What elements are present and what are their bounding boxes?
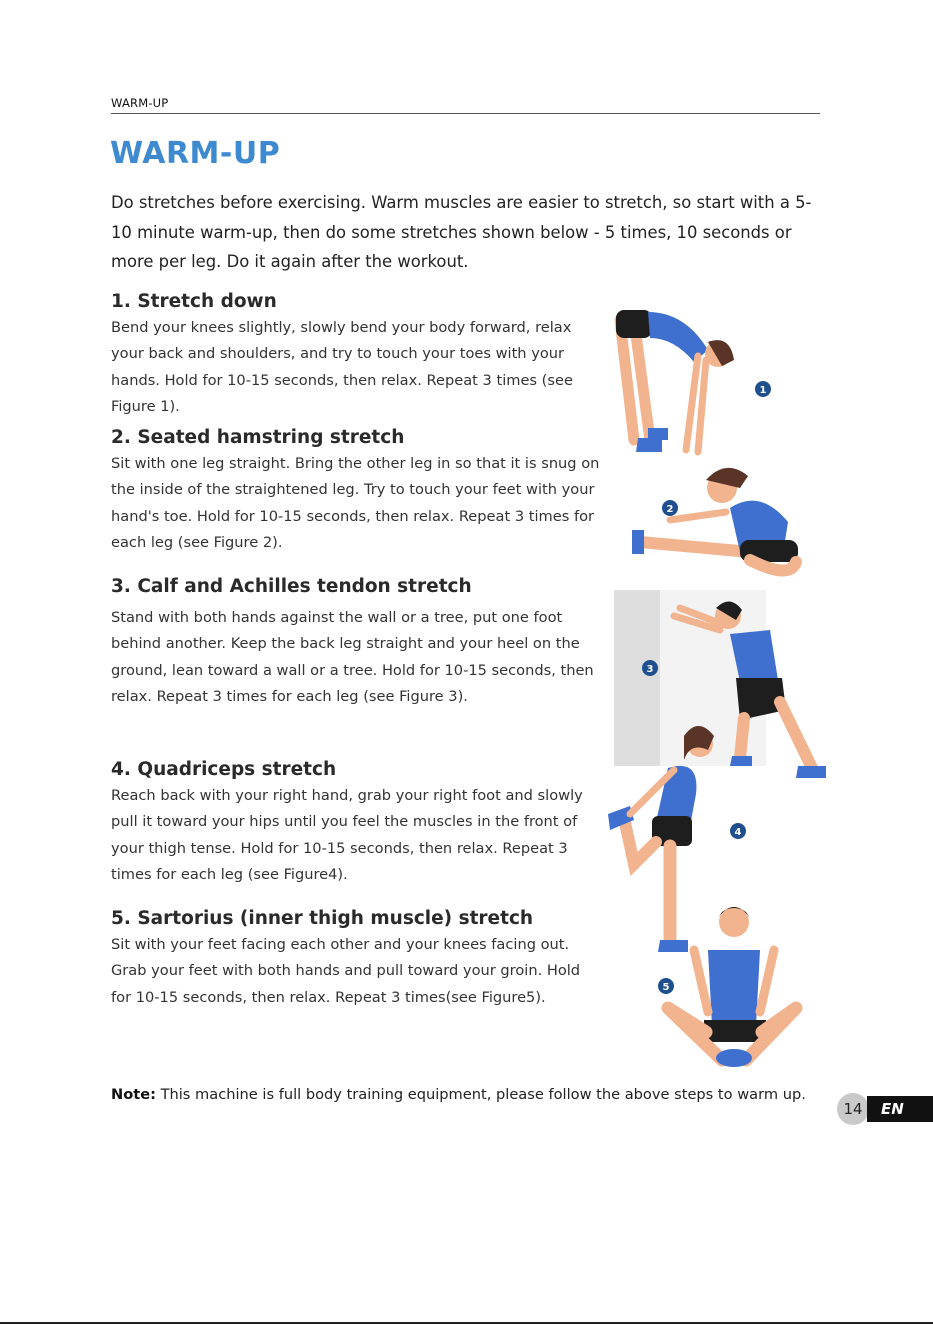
- section-text: Bend your knees slightly, slowly bend your body forward, relax your back and shoulders, and try to touch your toes with your hands. Hold for 10-15 seconds, then relax. Repeat 3 times (see Figure 1).: [111, 319, 573, 415]
- intro-paragraph: Do stretches before exercising. Warm muscles are easier to stretch, so start with a 5-10 minute warm-up, then do some stretches shown below - 5 times, 10 seconds or more per leg. Do it again after the workout.: [111, 193, 812, 271]
- figure-1-illustration: [616, 310, 734, 452]
- figure-badge-2: [662, 500, 678, 516]
- section-quadriceps: [111, 757, 601, 888]
- section-text: Stand with both hands against the wall or a tree, put one foot behind another. Keep the back leg straight and your heel on the ground, lean toward a wall or a tree. Hold for 10-15 seconds, then relax. Repeat 3 times for each leg (see Figure 3).: [111, 609, 594, 705]
- figure-badge-5: [658, 978, 674, 994]
- svg-text:3: 3: [646, 664, 654, 675]
- stretch-illustrations: [590, 290, 840, 1080]
- figure-badge-3: [642, 660, 658, 676]
- page-number: 14: [837, 1093, 869, 1125]
- section-heading: 4. Quadriceps stretch: [111, 759, 337, 780]
- section-sartorius: [111, 906, 601, 1011]
- svg-text:4: 4: [734, 827, 742, 838]
- page-title: WARM-UP: [110, 136, 281, 171]
- section-text: Sit with one leg straight. Bring the other leg in so that it is snug on the inside of the straightened leg. Try to touch your feet with your hand's toe. Hold for 10-15 seconds, then relax. Repeat 3 times for each leg (see Figure 2).: [111, 455, 600, 551]
- note-label: Note:: [111, 1086, 156, 1103]
- running-head: WARM-UP: [111, 96, 169, 110]
- section-stretch-down: [111, 289, 601, 420]
- section-heading: 2. Seated hamstring stretch: [111, 427, 405, 448]
- svg-text:1: 1: [759, 385, 767, 396]
- note-text: This machine is full body training equipment, please follow the above steps to warm up.: [155, 1086, 806, 1103]
- section-calf-achilles: [111, 574, 601, 710]
- header-divider: [111, 113, 820, 114]
- section-seated-hamstring: [111, 425, 606, 556]
- svg-text:2: 2: [666, 504, 674, 515]
- figure-2-illustration: [632, 468, 798, 571]
- figure-5-illustration: [668, 907, 796, 1067]
- section-text: Reach back with your right hand, grab your right foot and slowly pull it toward your hips until you feel the muscles in the front of your thigh tense. Hold for 10-15 seconds, then relax. Repeat 3 times for each leg (see Figure4).: [111, 787, 583, 883]
- figure-badge-1: [755, 381, 771, 397]
- figure-3-illustration: [614, 590, 826, 778]
- section-heading: 3. Calf and Achilles tendon stretch: [111, 576, 472, 597]
- language-tab: EN: [867, 1096, 933, 1122]
- svg-text:5: 5: [662, 982, 670, 993]
- section-heading: 5. Sartorius (inner thigh muscle) stretch: [111, 908, 534, 929]
- figure-badge-4: [730, 823, 746, 839]
- section-text: Sit with your feet facing each other and your knees facing out. Grab your feet with both hands and pull toward your groin. Hold for 10-15 seconds, then relax. Repeat 3 times(see Figure5).: [111, 936, 581, 1006]
- note-paragraph: [111, 1081, 811, 1108]
- section-heading: 1. Stretch down: [111, 291, 277, 312]
